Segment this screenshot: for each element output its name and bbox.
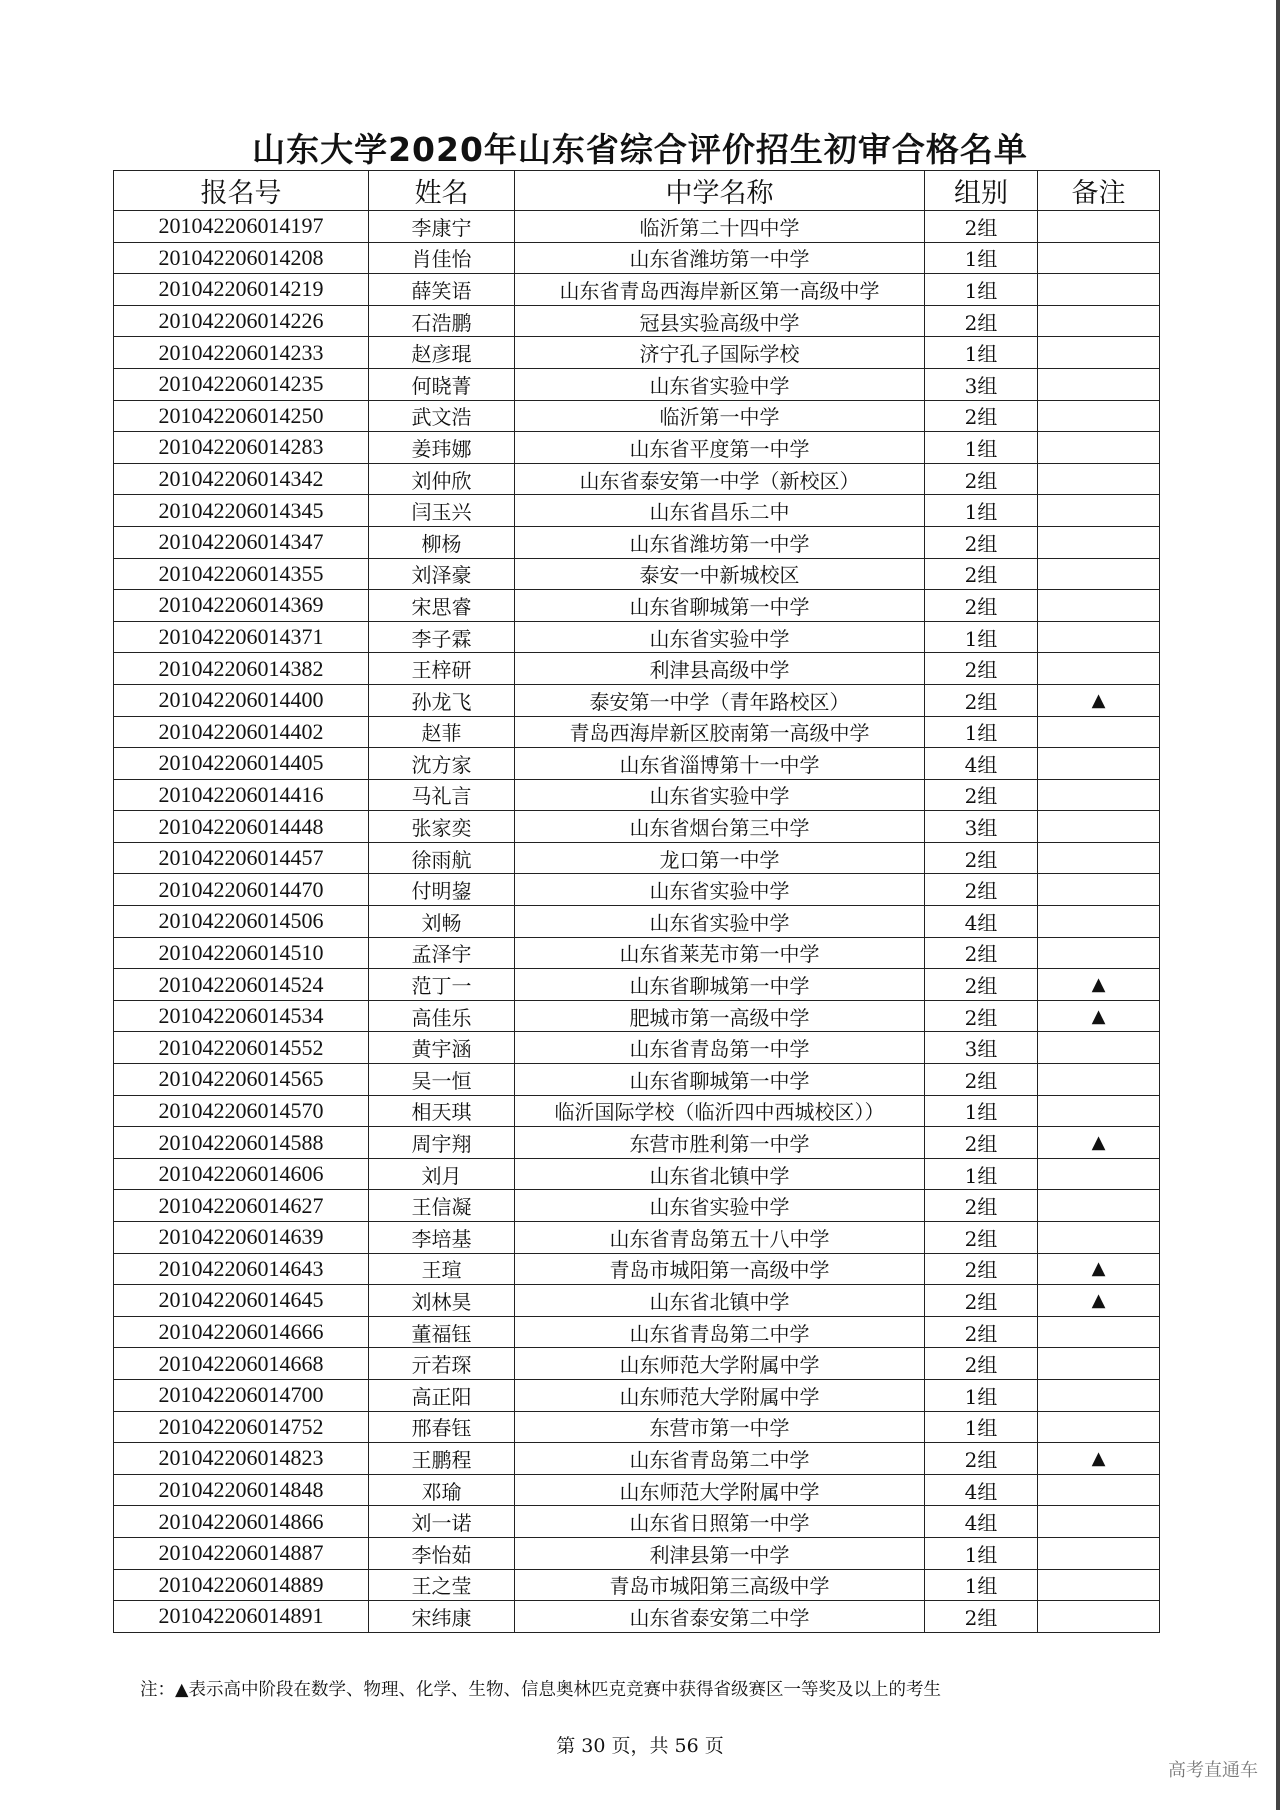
group-cell: 3组: [925, 811, 1038, 843]
name-cell: 何晓菁: [369, 368, 515, 400]
header-name: 姓名: [369, 171, 515, 211]
name-cell: 马礼言: [369, 779, 515, 811]
table-row: [114, 526, 1160, 558]
group-cell: 1组: [925, 1537, 1038, 1569]
school-name-cell: 青岛市城阳第一高级中学: [515, 1253, 925, 1285]
table-row: [114, 1253, 1160, 1285]
group-cell: 2组: [925, 874, 1038, 906]
name-cell: 赵彦琨: [369, 337, 515, 369]
remarks-cell: [1038, 1064, 1160, 1096]
remarks-cell: ▲: [1038, 1443, 1160, 1475]
name-cell: 高正阳: [369, 1379, 515, 1411]
remarks-cell: [1038, 1032, 1160, 1064]
name-cell: 相天琪: [369, 1095, 515, 1127]
remarks-cell: ▲: [1038, 1127, 1160, 1159]
remarks-cell: [1038, 1316, 1160, 1348]
group-cell: 1组: [925, 716, 1038, 748]
registration-number-cell: 201042206014887: [114, 1537, 369, 1569]
header-group: 组别: [925, 171, 1038, 211]
registration-number-cell: 201042206014345: [114, 495, 369, 527]
footnote: 注：▲表示高中阶段在数学、物理、化学、生物、信息奥林匹克竞赛中获得省级赛区一等奖及以上的考生: [140, 1680, 941, 1700]
name-cell: 王信凝: [369, 1190, 515, 1222]
name-cell: 刘林昊: [369, 1285, 515, 1317]
school-name-cell: 山东省潍坊第一中学: [515, 242, 925, 274]
school-name-cell: 东营市第一中学: [515, 1411, 925, 1443]
registration-number-cell: 201042206014627: [114, 1190, 369, 1222]
name-cell: 赵菲: [369, 716, 515, 748]
registration-number-cell: 201042206014645: [114, 1285, 369, 1317]
name-cell: 张家奕: [369, 811, 515, 843]
remarks-cell: [1038, 274, 1160, 306]
name-cell: 王瑄: [369, 1253, 515, 1285]
remarks-cell: [1038, 463, 1160, 495]
remarks-cell: [1038, 1379, 1160, 1411]
remarks-cell: [1038, 400, 1160, 432]
table-row: [114, 653, 1160, 685]
group-cell: 4组: [925, 1474, 1038, 1506]
remarks-cell: [1038, 842, 1160, 874]
name-cell: 刘月: [369, 1158, 515, 1190]
table-row: [114, 337, 1160, 369]
school-name-cell: 山东省实验中学: [515, 874, 925, 906]
table-row: [114, 621, 1160, 653]
school-name-cell: 山东省青岛第二中学: [515, 1443, 925, 1475]
school-name-cell: 东营市胜利第一中学: [515, 1127, 925, 1159]
registration-number-cell: 201042206014524: [114, 969, 369, 1001]
registration-number-cell: 201042206014866: [114, 1506, 369, 1538]
remarks-cell: [1038, 779, 1160, 811]
remarks-cell: [1038, 1190, 1160, 1222]
name-cell: 王梓研: [369, 653, 515, 685]
registration-number-cell: 201042206014666: [114, 1316, 369, 1348]
school-name-cell: 山东省日照第一中学: [515, 1506, 925, 1538]
header-school-name: 中学名称: [515, 171, 925, 211]
remarks-cell: ▲: [1038, 969, 1160, 1001]
registration-number-cell: 201042206014233: [114, 337, 369, 369]
group-cell: 2组: [925, 463, 1038, 495]
school-name-cell: 肥城市第一高级中学: [515, 1000, 925, 1032]
registration-number-cell: 201042206014752: [114, 1411, 369, 1443]
registration-number-cell: 201042206014250: [114, 400, 369, 432]
remarks-cell: [1038, 558, 1160, 590]
registration-number-cell: 201042206014371: [114, 621, 369, 653]
school-name-cell: 临沂国际学校（临沂四中西城校区））: [515, 1095, 925, 1127]
name-cell: 李康宁: [369, 211, 515, 243]
registration-number-cell: 201042206014823: [114, 1443, 369, 1475]
registration-number-cell: 201042206014565: [114, 1064, 369, 1096]
school-name-cell: 山东省聊城第一中学: [515, 590, 925, 622]
table-row: [114, 1127, 1160, 1159]
group-cell: 2组: [925, 305, 1038, 337]
remarks-cell: [1038, 337, 1160, 369]
table-row: [114, 1158, 1160, 1190]
school-name-cell: 山东省青岛西海岸新区第一高级中学: [515, 274, 925, 306]
school-name-cell: 泰安一中新城校区: [515, 558, 925, 590]
remarks-cell: [1038, 1158, 1160, 1190]
table-row: [114, 1379, 1160, 1411]
school-name-cell: 青岛西海岸新区胶南第一高级中学: [515, 716, 925, 748]
group-cell: 1组: [925, 495, 1038, 527]
remarks-cell: [1038, 368, 1160, 400]
table-row: [114, 463, 1160, 495]
name-cell: 柳杨: [369, 526, 515, 558]
table-row: [114, 969, 1160, 1001]
group-cell: 2组: [925, 1127, 1038, 1159]
school-name-cell: 山东省泰安第一中学（新校区）: [515, 463, 925, 495]
remarks-cell: [1038, 1348, 1160, 1380]
table-row: [114, 716, 1160, 748]
school-name-cell: 山东省淄博第十一中学: [515, 748, 925, 780]
school-name-cell: 山东省聊城第一中学: [515, 969, 925, 1001]
remarks-cell: ▲: [1038, 684, 1160, 716]
group-cell: 2组: [925, 937, 1038, 969]
school-name-cell: 临沂第二十四中学: [515, 211, 925, 243]
group-cell: 2组: [925, 969, 1038, 1001]
remarks-cell: [1038, 1095, 1160, 1127]
table-row: [114, 1474, 1160, 1506]
table-row: [114, 1000, 1160, 1032]
group-cell: 3组: [925, 1032, 1038, 1064]
name-cell: 付明鋆: [369, 874, 515, 906]
registration-number-cell: 201042206014382: [114, 653, 369, 685]
registration-number-cell: 201042206014889: [114, 1569, 369, 1601]
remarks-cell: [1038, 937, 1160, 969]
school-name-cell: 山东省莱芜市第一中学: [515, 937, 925, 969]
group-cell: 2组: [925, 653, 1038, 685]
table-row: [114, 590, 1160, 622]
group-cell: 1组: [925, 1379, 1038, 1411]
school-name-cell: 山东省泰安第二中学: [515, 1601, 925, 1633]
table-row: [114, 1285, 1160, 1317]
school-name-cell: 冠县实验高级中学: [515, 305, 925, 337]
school-name-cell: 山东省青岛第五十八中学: [515, 1222, 925, 1254]
remarks-cell: ▲: [1038, 1285, 1160, 1317]
name-cell: 姜玮娜: [369, 432, 515, 464]
registration-number-cell: 201042206014347: [114, 526, 369, 558]
name-cell: 徐雨航: [369, 842, 515, 874]
name-cell: 闫玉兴: [369, 495, 515, 527]
registration-number-cell: 201042206014402: [114, 716, 369, 748]
school-name-cell: 山东省青岛第一中学: [515, 1032, 925, 1064]
school-name-cell: 济宁孔子国际学校: [515, 337, 925, 369]
remarks-cell: [1038, 1601, 1160, 1633]
school-name-cell: 青岛市城阳第三高级中学: [515, 1569, 925, 1601]
remarks-cell: [1038, 526, 1160, 558]
header-remarks: 备注: [1038, 171, 1160, 211]
name-cell: 刘畅: [369, 906, 515, 938]
name-cell: 高佳乐: [369, 1000, 515, 1032]
group-cell: 4组: [925, 906, 1038, 938]
group-cell: 2组: [925, 842, 1038, 874]
school-name-cell: 利津县第一中学: [515, 1537, 925, 1569]
table-row: [114, 1222, 1160, 1254]
table-row: [114, 274, 1160, 306]
school-name-cell: 利津县高级中学: [515, 653, 925, 685]
name-cell: 刘泽豪: [369, 558, 515, 590]
school-name-cell: 山东师范大学附属中学: [515, 1379, 925, 1411]
table-row: [114, 558, 1160, 590]
document-title: 山东大学2020年山东省综合评价招生初审合格名单: [252, 130, 1028, 169]
group-cell: 2组: [925, 400, 1038, 432]
name-cell: 黄宇涵: [369, 1032, 515, 1064]
scan-edge: [1276, 0, 1280, 1810]
school-name-cell: 龙口第一中学: [515, 842, 925, 874]
school-name-cell: 山东省青岛第二中学: [515, 1316, 925, 1348]
group-cell: 2组: [925, 558, 1038, 590]
registration-number-cell: 201042206014355: [114, 558, 369, 590]
group-cell: 2组: [925, 1000, 1038, 1032]
table-row: [114, 211, 1160, 243]
registration-number-cell: 201042206014369: [114, 590, 369, 622]
name-cell: 宋纬康: [369, 1601, 515, 1633]
remarks-cell: [1038, 432, 1160, 464]
registration-number-cell: 201042206014416: [114, 779, 369, 811]
group-cell: 2组: [925, 1348, 1038, 1380]
name-cell: 宋思睿: [369, 590, 515, 622]
registration-number-cell: 201042206014400: [114, 684, 369, 716]
table-row: [114, 1537, 1160, 1569]
remarks-cell: [1038, 1222, 1160, 1254]
registration-number-cell: 201042206014643: [114, 1253, 369, 1285]
name-cell: 吴一恒: [369, 1064, 515, 1096]
remarks-cell: [1038, 716, 1160, 748]
name-cell: 武文浩: [369, 400, 515, 432]
group-cell: 2组: [925, 1222, 1038, 1254]
watermark: 高考直通车: [1168, 1760, 1258, 1781]
name-cell: 刘仲欣: [369, 463, 515, 495]
table-row: [114, 1032, 1160, 1064]
remarks-cell: [1038, 874, 1160, 906]
school-name-cell: 山东师范大学附属中学: [515, 1474, 925, 1506]
group-cell: 2组: [925, 1190, 1038, 1222]
remarks-cell: [1038, 1411, 1160, 1443]
table-row: [114, 1316, 1160, 1348]
name-cell: 沈方家: [369, 748, 515, 780]
name-cell: 周宇翔: [369, 1127, 515, 1159]
table-row: [114, 495, 1160, 527]
table-row: [114, 937, 1160, 969]
table-row: [114, 1190, 1160, 1222]
school-name-cell: 山东省北镇中学: [515, 1285, 925, 1317]
school-name-cell: 山东省实验中学: [515, 621, 925, 653]
table-row: [114, 906, 1160, 938]
remarks-cell: [1038, 305, 1160, 337]
registration-number-cell: 201042206014506: [114, 906, 369, 938]
table-row: [114, 1601, 1160, 1633]
group-cell: 2组: [925, 1316, 1038, 1348]
table-row: [114, 305, 1160, 337]
table-row: [114, 684, 1160, 716]
registration-number-cell: 201042206014606: [114, 1158, 369, 1190]
group-cell: 2组: [925, 779, 1038, 811]
school-name-cell: 山东省平度第一中学: [515, 432, 925, 464]
group-cell: 2组: [925, 1253, 1038, 1285]
remarks-cell: [1038, 1537, 1160, 1569]
school-name-cell: 山东省实验中学: [515, 779, 925, 811]
registration-number-cell: 201042206014405: [114, 748, 369, 780]
registration-number-cell: 201042206014197: [114, 211, 369, 243]
registration-number-cell: 201042206014668: [114, 1348, 369, 1380]
registration-number-cell: 201042206014639: [114, 1222, 369, 1254]
remarks-cell: [1038, 495, 1160, 527]
group-cell: 1组: [925, 432, 1038, 464]
registration-number-cell: 201042206014208: [114, 242, 369, 274]
name-cell: 孙龙飞: [369, 684, 515, 716]
registration-number-cell: 201042206014700: [114, 1379, 369, 1411]
remarks-cell: [1038, 211, 1160, 243]
remarks-cell: [1038, 1474, 1160, 1506]
school-name-cell: 山东师范大学附属中学: [515, 1348, 925, 1380]
table-row: [114, 779, 1160, 811]
registration-number-cell: 201042206014470: [114, 874, 369, 906]
table-row: [114, 1064, 1160, 1096]
group-cell: 2组: [925, 1064, 1038, 1096]
group-cell: 2组: [925, 1285, 1038, 1317]
registration-number-cell: 201042206014219: [114, 274, 369, 306]
table-row: [114, 842, 1160, 874]
remarks-cell: ▲: [1038, 1253, 1160, 1285]
registration-number-cell: 201042206014848: [114, 1474, 369, 1506]
table-row: [114, 400, 1160, 432]
group-cell: 1组: [925, 337, 1038, 369]
remarks-cell: [1038, 1569, 1160, 1601]
remarks-cell: ▲: [1038, 1000, 1160, 1032]
registration-number-cell: 201042206014457: [114, 842, 369, 874]
registration-number-cell: 201042206014588: [114, 1127, 369, 1159]
registration-number-cell: 201042206014226: [114, 305, 369, 337]
school-name-cell: 山东省昌乐二中: [515, 495, 925, 527]
name-cell: 王之莹: [369, 1569, 515, 1601]
table-row: [114, 1348, 1160, 1380]
school-name-cell: 山东省烟台第三中学: [515, 811, 925, 843]
school-name-cell: 泰安第一中学（青年路校区）: [515, 684, 925, 716]
table-row: [114, 811, 1160, 843]
group-cell: 1组: [925, 1095, 1038, 1127]
table-row: [114, 368, 1160, 400]
group-cell: 1组: [925, 621, 1038, 653]
name-cell: 董福钰: [369, 1316, 515, 1348]
name-cell: 孟泽宇: [369, 937, 515, 969]
registration-number-cell: 201042206014891: [114, 1601, 369, 1633]
group-cell: 2组: [925, 526, 1038, 558]
school-name-cell: 临沂第一中学: [515, 400, 925, 432]
table-header-row: [114, 171, 1160, 211]
name-cell: 王鹏程: [369, 1443, 515, 1475]
group-cell: 1组: [925, 1411, 1038, 1443]
name-cell: 范丁一: [369, 969, 515, 1001]
remarks-cell: [1038, 1506, 1160, 1538]
name-cell: 刘一诺: [369, 1506, 515, 1538]
group-cell: 3组: [925, 368, 1038, 400]
school-name-cell: 山东省潍坊第一中学: [515, 526, 925, 558]
admission-list-table: [113, 170, 1160, 1633]
table-row: [114, 242, 1160, 274]
registration-number-cell: 201042206014283: [114, 432, 369, 464]
remarks-cell: [1038, 906, 1160, 938]
registration-number-cell: 201042206014510: [114, 937, 369, 969]
name-cell: 李培基: [369, 1222, 515, 1254]
remarks-cell: [1038, 748, 1160, 780]
group-cell: 2组: [925, 1443, 1038, 1475]
name-cell: 邓瑜: [369, 1474, 515, 1506]
registration-number-cell: 201042206014552: [114, 1032, 369, 1064]
registration-number-cell: 201042206014342: [114, 463, 369, 495]
school-name-cell: 山东省北镇中学: [515, 1158, 925, 1190]
group-cell: 4组: [925, 748, 1038, 780]
name-cell: 薛笑语: [369, 274, 515, 306]
header-registration-number: 报名号: [114, 171, 369, 211]
group-cell: 2组: [925, 1601, 1038, 1633]
group-cell: 2组: [925, 684, 1038, 716]
remarks-cell: [1038, 653, 1160, 685]
remarks-cell: [1038, 242, 1160, 274]
name-cell: 邢春钰: [369, 1411, 515, 1443]
school-name-cell: 山东省实验中学: [515, 906, 925, 938]
group-cell: 1组: [925, 1569, 1038, 1601]
group-cell: 1组: [925, 274, 1038, 306]
remarks-cell: [1038, 811, 1160, 843]
name-cell: 李子霖: [369, 621, 515, 653]
table-row: [114, 748, 1160, 780]
name-cell: 石浩鹏: [369, 305, 515, 337]
group-cell: 4组: [925, 1506, 1038, 1538]
registration-number-cell: 201042206014534: [114, 1000, 369, 1032]
table-row: [114, 432, 1160, 464]
group-cell: 1组: [925, 242, 1038, 274]
registration-number-cell: 201042206014235: [114, 368, 369, 400]
group-cell: 2组: [925, 590, 1038, 622]
name-cell: 肖佳怡: [369, 242, 515, 274]
page-number: 第 30 页，共 56 页: [556, 1735, 724, 1757]
name-cell: 亓若琛: [369, 1348, 515, 1380]
table-row: [114, 1095, 1160, 1127]
remarks-cell: [1038, 621, 1160, 653]
table-row: [114, 1506, 1160, 1538]
school-name-cell: 山东省实验中学: [515, 368, 925, 400]
table-row: [114, 1411, 1160, 1443]
registration-number-cell: 201042206014448: [114, 811, 369, 843]
group-cell: 2组: [925, 211, 1038, 243]
group-cell: 1组: [925, 1158, 1038, 1190]
table-row: [114, 1443, 1160, 1475]
table-row: [114, 874, 1160, 906]
table-row: [114, 1569, 1160, 1601]
name-cell: 李怡茹: [369, 1537, 515, 1569]
school-name-cell: 山东省实验中学: [515, 1190, 925, 1222]
registration-number-cell: 201042206014570: [114, 1095, 369, 1127]
school-name-cell: 山东省聊城第一中学: [515, 1064, 925, 1096]
remarks-cell: [1038, 590, 1160, 622]
